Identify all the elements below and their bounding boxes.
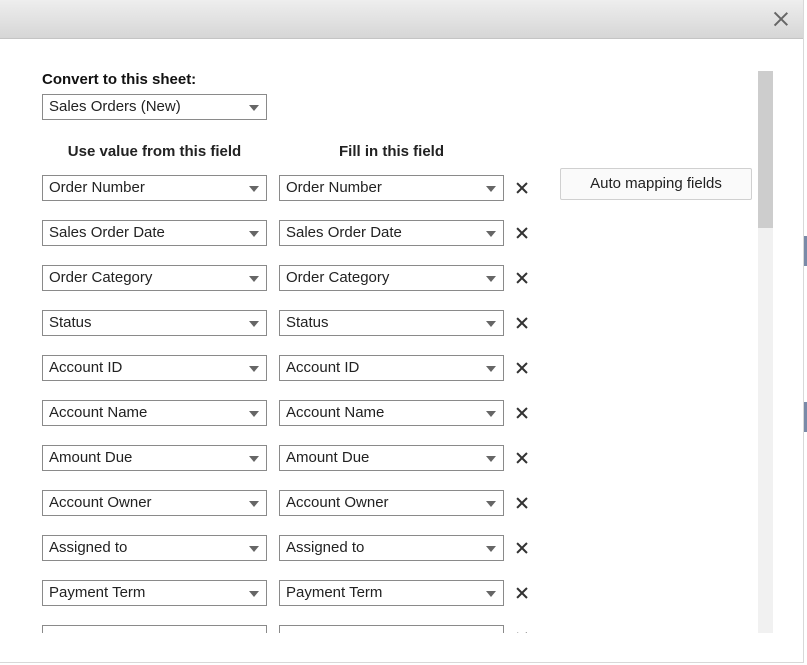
chevron-down-icon xyxy=(249,591,259,597)
chevron-down-icon xyxy=(249,186,259,192)
source-field-select[interactable] xyxy=(42,310,267,336)
target-field-select[interactable] xyxy=(279,535,504,561)
source-field-value: Status xyxy=(49,314,92,331)
remove-mapping-icon[interactable] xyxy=(515,541,529,555)
chevron-down-icon xyxy=(486,411,496,417)
source-field-select[interactable] xyxy=(42,535,267,561)
chevron-down-icon xyxy=(486,546,496,552)
dialog-titlebar xyxy=(0,0,804,39)
chevron-down-icon xyxy=(486,231,496,237)
target-field-value: Order Number xyxy=(286,179,382,196)
target-column-header: Fill in this field xyxy=(339,143,444,160)
source-field-select[interactable] xyxy=(42,490,267,516)
remove-mapping-icon[interactable] xyxy=(515,586,529,600)
source-field-value: Amount Due xyxy=(49,449,133,466)
chevron-down-icon xyxy=(486,456,496,462)
scrollbar[interactable] xyxy=(758,71,773,633)
remove-mapping-icon[interactable] xyxy=(515,451,529,465)
target-field-value: Order Category xyxy=(286,269,390,286)
remove-mapping-icon[interactable] xyxy=(515,316,529,330)
source-field-value: Sales Order Date xyxy=(49,224,165,241)
chevron-down-icon xyxy=(486,276,496,282)
source-column-header: Use value from this field xyxy=(67,143,242,160)
chevron-down-icon xyxy=(249,276,259,282)
chevron-down-icon xyxy=(486,366,496,372)
target-field-select[interactable] xyxy=(279,400,504,426)
remove-mapping-icon[interactable] xyxy=(515,631,529,633)
target-field-value: Amount Due xyxy=(286,449,370,466)
chevron-down-icon xyxy=(249,546,259,552)
source-field-select[interactable] xyxy=(42,175,267,201)
target-field-select[interactable] xyxy=(279,175,504,201)
source-field-select[interactable] xyxy=(42,400,267,426)
chevron-down-icon xyxy=(249,231,259,237)
remove-mapping-icon[interactable] xyxy=(515,271,529,285)
target-field-value: Payment Term xyxy=(286,584,383,601)
source-field-select[interactable] xyxy=(42,265,267,291)
chevron-down-icon xyxy=(249,366,259,372)
source-field-value: Order Category xyxy=(49,269,153,286)
chevron-down-icon xyxy=(486,591,496,597)
target-field-select[interactable] xyxy=(279,580,504,606)
source-field-select[interactable] xyxy=(42,220,267,246)
chevron-down-icon xyxy=(486,501,496,507)
target-field-select[interactable] xyxy=(279,310,504,336)
remove-mapping-icon[interactable] xyxy=(515,496,529,510)
chevron-down-icon xyxy=(249,411,259,417)
remove-mapping-icon[interactable] xyxy=(515,361,529,375)
chevron-down-icon xyxy=(249,501,259,507)
source-field-select[interactable] xyxy=(42,625,267,633)
target-field-value: Account ID xyxy=(286,359,360,376)
target-field-select[interactable] xyxy=(279,265,504,291)
target-field-select[interactable] xyxy=(279,355,504,381)
target-field-value: Status xyxy=(286,314,329,331)
target-field-value: Sales Order Date xyxy=(286,224,402,241)
target-sheet-value: Sales Orders (New) xyxy=(49,98,181,115)
source-field-select[interactable] xyxy=(42,580,267,606)
target-field-select[interactable] xyxy=(279,490,504,516)
target-field-value: Account Name xyxy=(286,404,385,421)
target-sheet-select[interactable] xyxy=(42,94,267,120)
chevron-down-icon xyxy=(249,321,259,327)
source-field-value: Account Owner xyxy=(49,494,152,511)
remove-mapping-icon[interactable] xyxy=(515,226,529,240)
target-field-value: Assigned to xyxy=(286,539,365,556)
target-field-value: Account Owner xyxy=(286,494,389,511)
scrollbar-thumb[interactable] xyxy=(758,71,773,228)
source-field-value: Assigned to xyxy=(49,539,128,556)
target-field-select[interactable] xyxy=(279,445,504,471)
chevron-down-icon xyxy=(249,456,259,462)
chevron-down-icon xyxy=(486,321,496,327)
source-field-select[interactable] xyxy=(42,355,267,381)
source-field-value: Account Name xyxy=(49,404,148,421)
source-field-value: Account ID xyxy=(49,359,123,376)
dialog-body xyxy=(0,39,758,633)
source-field-select[interactable] xyxy=(42,445,267,471)
remove-mapping-icon[interactable] xyxy=(515,181,529,195)
target-field-select[interactable] xyxy=(279,625,504,633)
chevron-down-icon xyxy=(486,186,496,192)
target-field-select[interactable] xyxy=(279,220,504,246)
source-field-value: Order Number xyxy=(49,179,145,196)
close-icon[interactable] xyxy=(772,10,790,28)
auto-mapping-button[interactable]: Auto mapping fields xyxy=(560,168,752,200)
convert-sheet-label: Convert to this sheet: xyxy=(42,71,197,88)
remove-mapping-icon[interactable] xyxy=(515,406,529,420)
source-field-value: Payment Term xyxy=(49,584,146,601)
chevron-down-icon xyxy=(249,105,259,111)
